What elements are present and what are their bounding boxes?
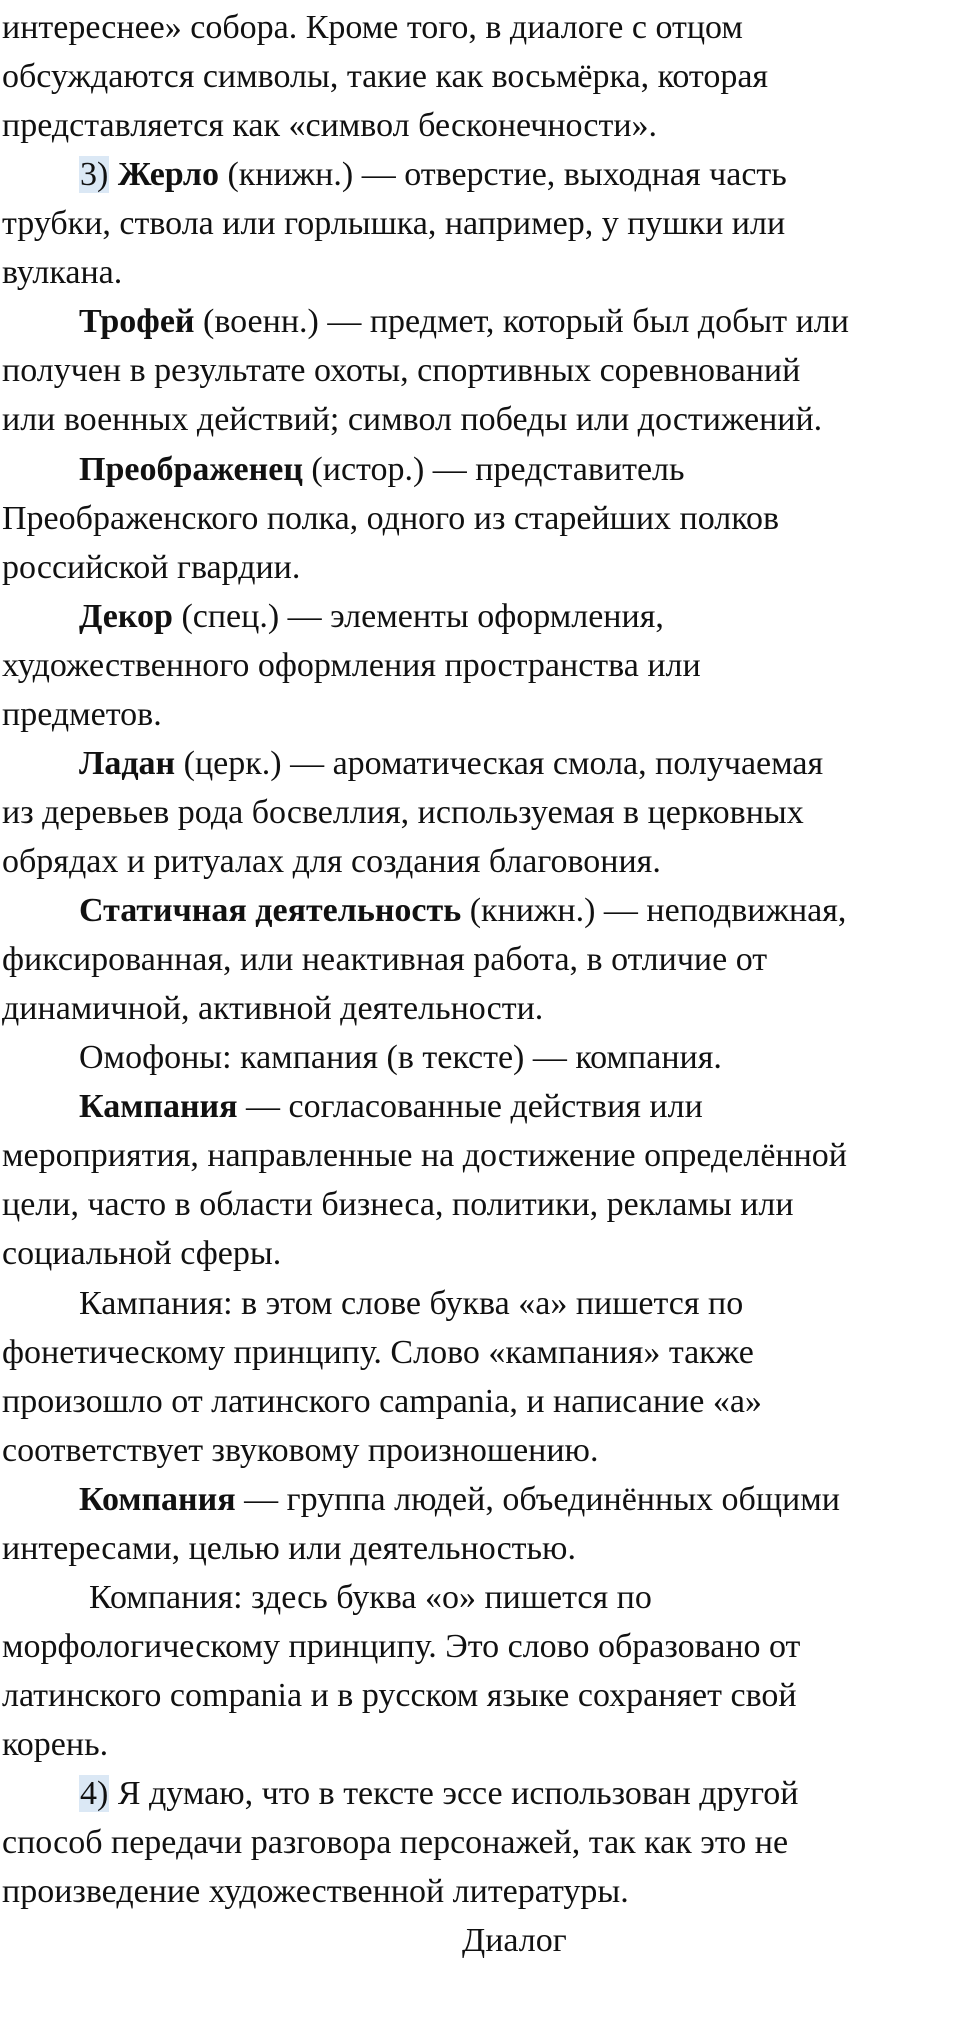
text-line: мероприятия, направленные на достижение определённой	[2, 1137, 848, 1174]
text-line: Омофоны: кампания (в тексте) — компания.	[79, 1039, 722, 1076]
text-line: Трофей (военн.) — предмет, который был добыт или	[79, 303, 849, 340]
term: Статичная деятельность	[79, 892, 462, 929]
text-line: Кампания — согласованные действия или	[79, 1088, 703, 1125]
text-line: Компания: здесь буква «о» пишется по	[89, 1579, 652, 1616]
text-line: Ладан (церк.) — ароматическая смола, получаемая	[79, 745, 824, 782]
text-line: или военных действий; символ победы или достижений.	[2, 401, 823, 438]
term: Декор	[79, 598, 173, 635]
text-line: Декор (спец.) — элементы оформления,	[79, 598, 664, 635]
text-line: Преображенского полка, одного из старейших полков	[2, 500, 780, 537]
text-line: фиксированная, или неактивная работа, в отличие от	[2, 941, 768, 978]
text-line: произведение художественной литературы.	[2, 1873, 629, 1910]
section-heading: Диалог	[462, 1922, 567, 1959]
text-line: российской гвардии.	[2, 549, 301, 586]
term: Жерло	[117, 156, 219, 193]
text-line: трубки, ствола или горлышка, например, у пушки или	[2, 205, 786, 242]
text-line: представляется как «символ бесконечности».	[2, 107, 658, 144]
text-line: Преображенец (истор.) — представитель	[79, 451, 685, 488]
item-number-highlight: 3)	[80, 156, 109, 193]
text-line: Кампания: в этом слове буква «а» пишется по	[79, 1285, 744, 1322]
text-line: 4) Я думаю, что в тексте эссе использован другой	[80, 1775, 799, 1812]
term: Трофей	[79, 303, 195, 340]
text-line: цели, часто в области бизнеса, политики, рекламы или	[2, 1186, 794, 1223]
text-line: обрядах и ритуалах для создания благовония.	[2, 843, 661, 880]
term: Кампания	[79, 1088, 238, 1125]
text-line: корень.	[2, 1726, 109, 1763]
text-line: динамичной, активной деятельности.	[2, 990, 544, 1027]
item-number-highlight: 4)	[80, 1775, 109, 1812]
text-line: интереснее» собора. Кроме того, в диалоге с отцом	[2, 9, 743, 46]
text-line: произошло от латинского campania, и написание «а»	[2, 1383, 762, 1420]
text-line: из деревьев рода босвеллия, используемая в церковных	[2, 794, 804, 831]
term: Компания	[79, 1481, 236, 1518]
text-line: обсуждаются символы, такие как восьмёрка, которая	[2, 58, 769, 95]
text-line: морфологическому принципу. Это слово образовано от	[2, 1628, 801, 1665]
text-line: интересами, целью или деятельностью.	[2, 1530, 576, 1567]
text-line: 3) Жерло (книжн.) — отверстие, выходная часть	[80, 156, 787, 193]
text-line: предметов.	[2, 696, 162, 733]
text-line: художественного оформления пространства или	[2, 647, 701, 684]
term: Ладан	[79, 745, 176, 782]
text-line: Статичная деятельность (книжн.) — неподвижная,	[79, 892, 847, 929]
text-line: способ передачи разговора персонажей, так как это не	[2, 1824, 789, 1861]
text-line: латинского compania и в русском языке сохраняет свой	[2, 1677, 797, 1714]
text-line: фонетическому принципу. Слово «кампания» также	[2, 1334, 754, 1371]
text-line: социальной сферы.	[2, 1235, 282, 1272]
text-line: вулкана.	[2, 254, 123, 291]
text-line: соответствует звуковому произношению.	[2, 1432, 599, 1469]
text-line: Компания — группа людей, объединённых общими	[79, 1481, 840, 1518]
term: Преображенец	[79, 451, 303, 488]
text-line: получен в результате охоты, спортивных соревнований	[2, 352, 801, 389]
